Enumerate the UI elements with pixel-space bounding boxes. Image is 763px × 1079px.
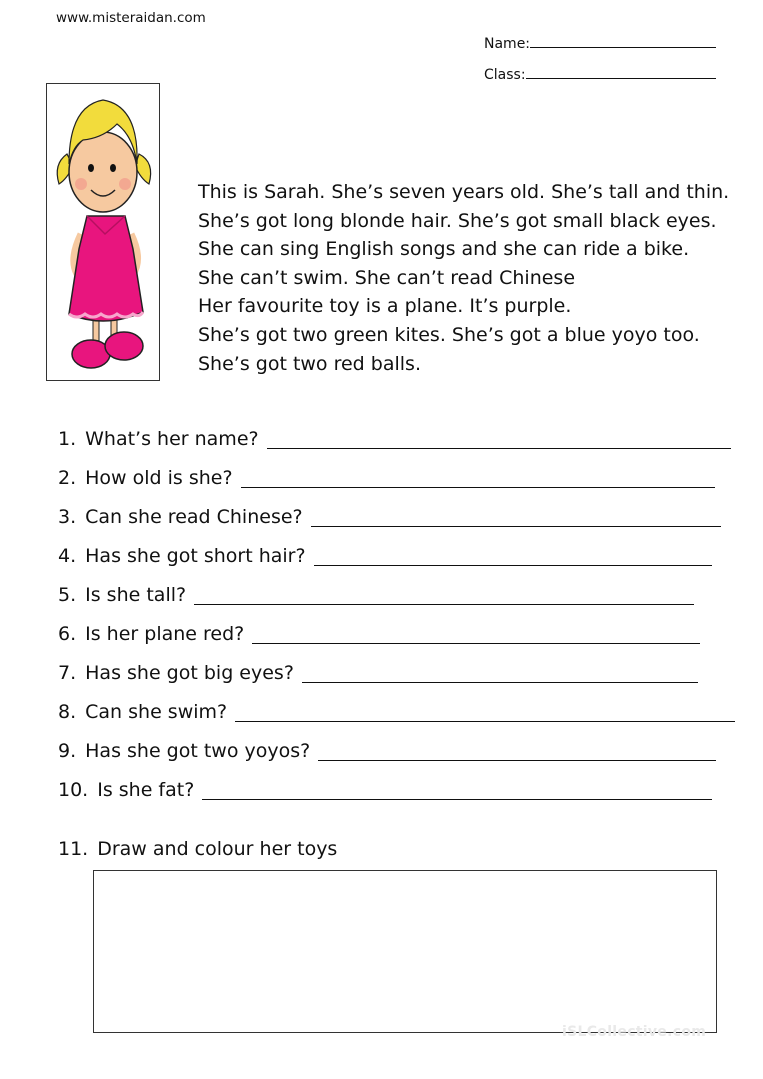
name-blank[interactable]	[530, 33, 716, 48]
answer-line[interactable]	[202, 798, 712, 800]
class-field	[484, 64, 716, 83]
question-5	[58, 584, 694, 606]
question-number: 6.	[58, 623, 77, 645]
draw-task	[58, 838, 337, 860]
question-text: Has she got two yoyos?	[85, 740, 311, 762]
name-label: Name:	[484, 36, 531, 52]
question-number: 2.	[58, 467, 77, 489]
answer-line[interactable]	[302, 681, 698, 683]
question-text: Is she fat?	[97, 779, 195, 801]
question-text: Is her plane red?	[85, 623, 245, 645]
question-text: How old is she?	[85, 467, 233, 489]
class-label: Class:	[484, 67, 526, 83]
question-number: 7.	[58, 662, 77, 684]
watermark: iSLCollective.com	[562, 1024, 707, 1040]
answer-line[interactable]	[311, 525, 721, 527]
question-text: Has she got big eyes?	[85, 662, 294, 684]
question-1	[58, 428, 731, 450]
question-number: 11.	[58, 838, 89, 860]
question-10	[58, 779, 712, 801]
illustration-frame	[46, 83, 160, 381]
story-line: She’s got two green kites. She’s got a blue yoyo too.	[198, 323, 700, 346]
question-6	[58, 623, 700, 645]
story-text	[198, 178, 729, 378]
question-text: Can she swim?	[85, 701, 228, 723]
answer-line[interactable]	[314, 564, 712, 566]
question-number: 9.	[58, 740, 77, 762]
girl-cartoon-icon	[47, 84, 159, 380]
question-7	[58, 662, 698, 684]
answer-line[interactable]	[267, 447, 731, 449]
answer-line[interactable]	[318, 759, 716, 761]
question-number: 10.	[58, 779, 89, 801]
question-3	[58, 506, 721, 528]
story-line: Her favourite toy is a plane. It’s purple.	[198, 295, 572, 318]
answer-line[interactable]	[235, 720, 735, 722]
story-line: She can sing English songs and she can ride a bike.	[198, 238, 690, 261]
question-4	[58, 545, 712, 567]
story-line: She’s got two red balls.	[198, 352, 421, 375]
question-text: Is she tall?	[85, 584, 187, 606]
site-url: www.misteraidan.com	[56, 10, 206, 26]
name-field	[484, 33, 716, 52]
question-2	[58, 467, 715, 489]
question-number: 4.	[58, 545, 77, 567]
question-number: 8.	[58, 701, 77, 723]
answer-line[interactable]	[194, 603, 694, 605]
class-blank[interactable]	[526, 64, 716, 79]
story-line: She can’t swim. She can’t read Chinese	[198, 266, 576, 289]
question-number: 3.	[58, 506, 77, 528]
question-number: 5.	[58, 584, 77, 606]
question-text: What’s her name?	[85, 428, 259, 450]
answer-line[interactable]	[252, 642, 700, 644]
story-line: She’s got long blonde hair. She’s got small black eyes.	[198, 209, 717, 232]
question-text: Can she read Chinese?	[85, 506, 303, 528]
story-line: This is Sarah. She’s seven years old. She’s tall and thin.	[198, 181, 730, 203]
question-text: Draw and colour her toys	[97, 838, 338, 860]
answer-line[interactable]	[241, 486, 715, 488]
question-text: Has she got short hair?	[85, 545, 306, 567]
question-9	[58, 740, 716, 762]
question-8	[58, 701, 735, 723]
drawing-box[interactable]	[93, 870, 717, 1033]
question-number: 1.	[58, 428, 77, 450]
